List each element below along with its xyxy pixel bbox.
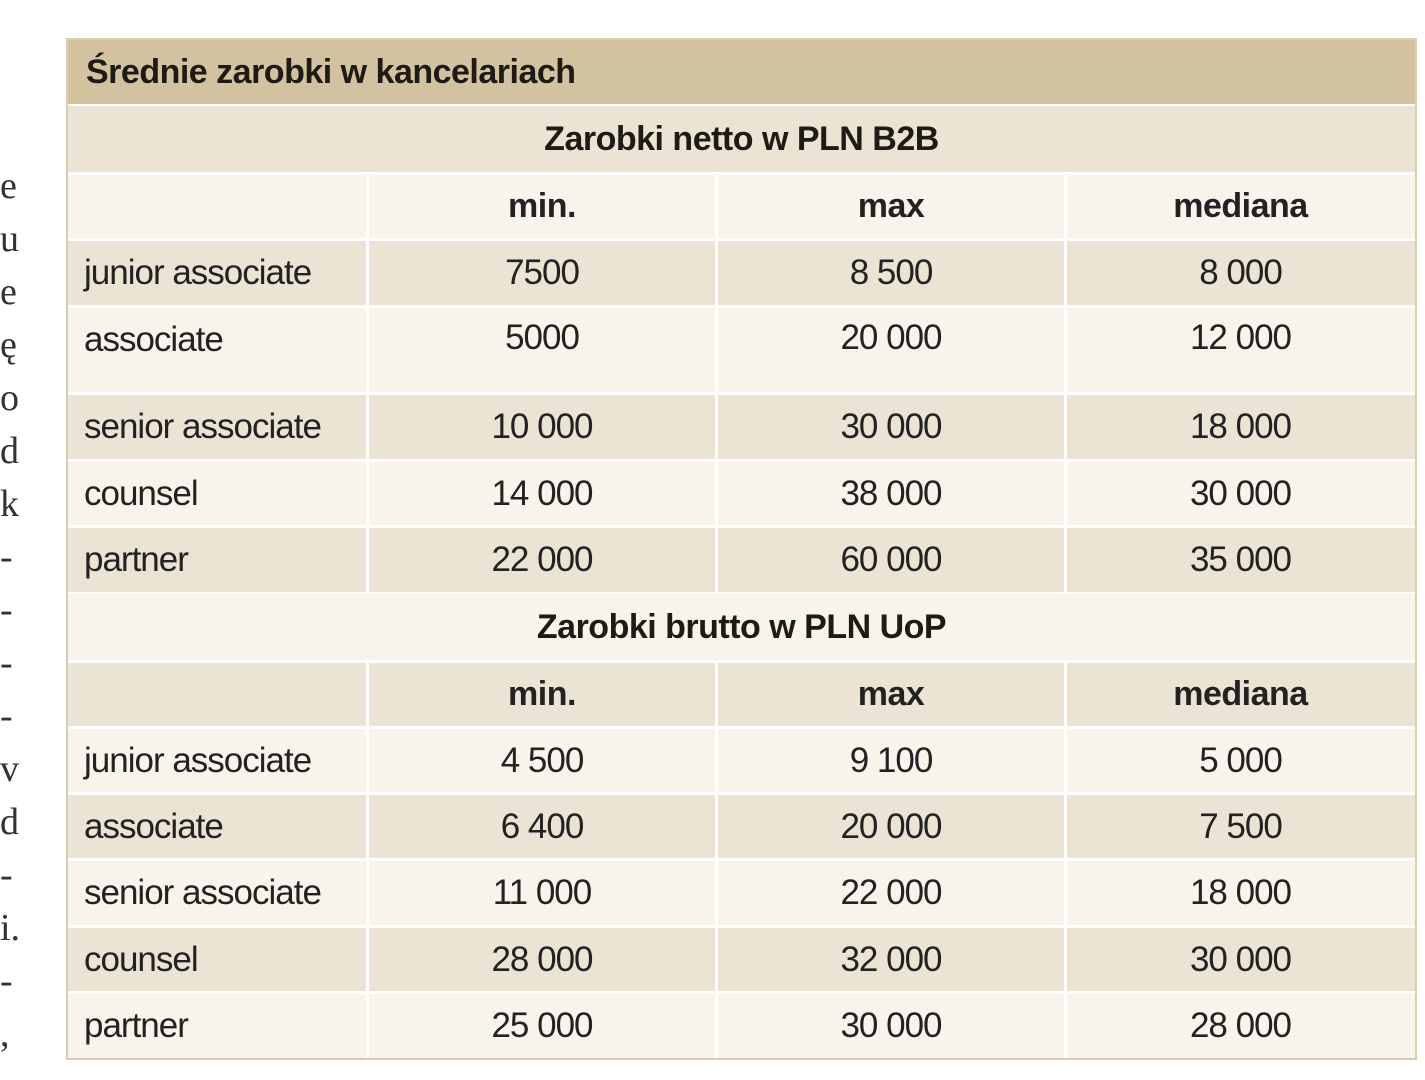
- row-label: counsel: [84, 939, 198, 979]
- table-row: [68, 525, 1415, 592]
- section-title-brutto: Zarobki brutto w PLN UoP: [68, 592, 1415, 660]
- row-label: senior associate: [84, 407, 321, 446]
- cell-median: 7 500: [1064, 795, 1414, 858]
- cell-min: 22 000: [366, 528, 715, 592]
- table-row: [68, 305, 1415, 392]
- cell-max: 32 000: [715, 928, 1064, 991]
- cell-min: 25 000: [366, 994, 715, 1058]
- cell-median: 18 000: [1064, 395, 1414, 459]
- cell-median: 18 000: [1064, 861, 1414, 925]
- table-row: [68, 792, 1415, 858]
- cell-max: 30 000: [715, 994, 1064, 1058]
- margin-fragment: e: [0, 165, 17, 207]
- cell-max: 20 000: [715, 795, 1064, 858]
- margin-fragment: d: [0, 430, 19, 472]
- cell-min: 11 000: [366, 861, 715, 925]
- cell-max: 9 100: [715, 729, 1064, 792]
- column-header-row: [68, 660, 1415, 726]
- table-row: [68, 991, 1415, 1058]
- margin-fragment: -: [0, 960, 13, 1002]
- margin-fragment: e: [0, 271, 17, 313]
- table-row: [68, 925, 1415, 991]
- margin-fragment: -: [0, 854, 13, 896]
- table-row: [68, 858, 1415, 925]
- row-label: associate: [84, 320, 223, 359]
- cell-min: 6 400: [366, 795, 715, 858]
- cell-median: 8 000: [1064, 241, 1414, 305]
- empty-header-cell: [68, 663, 366, 726]
- table-row: [68, 392, 1415, 459]
- margin-text-fragments: [0, 160, 20, 1061]
- row-label: junior associate: [84, 253, 312, 292]
- table-row: [68, 459, 1415, 525]
- cell-max: 20 000: [715, 308, 1064, 392]
- cell-max: 8 500: [715, 241, 1064, 305]
- row-label: partner: [84, 540, 188, 579]
- cell-min: 5000: [366, 308, 715, 392]
- empty-header-cell: [68, 175, 366, 238]
- margin-fragment: -: [0, 589, 13, 631]
- header-median: mediana: [1064, 663, 1414, 726]
- cell-max: 38 000: [715, 462, 1064, 525]
- cell-median: 35 000: [1064, 528, 1414, 592]
- cell-median: 12 000: [1064, 308, 1414, 392]
- margin-fragment: i.: [0, 907, 20, 949]
- margin-fragment: d: [0, 801, 19, 843]
- cell-median: 28 000: [1064, 994, 1414, 1058]
- margin-fragment: u: [0, 218, 19, 260]
- salary-table: [66, 38, 1417, 1060]
- margin-fragment: -: [0, 695, 13, 737]
- row-label: associate: [84, 806, 223, 846]
- cell-max: 60 000: [715, 528, 1064, 592]
- margin-fragment: k: [0, 483, 19, 525]
- cell-median: 5 000: [1064, 729, 1414, 792]
- header-min: min.: [366, 663, 715, 726]
- margin-fragment: ę: [0, 324, 17, 366]
- margin-fragment: -: [0, 536, 13, 578]
- cell-min: 4 500: [366, 729, 715, 792]
- margin-fragment: v: [0, 748, 19, 790]
- cell-median: 30 000: [1064, 928, 1414, 991]
- table-row: [68, 238, 1415, 305]
- header-max: max: [715, 663, 1064, 726]
- cell-min: 14 000: [366, 462, 715, 525]
- cell-min: 28 000: [366, 928, 715, 991]
- column-header-row: [68, 172, 1415, 238]
- header-median: mediana: [1064, 175, 1414, 238]
- cell-min: 7500: [366, 241, 715, 305]
- row-label: senior associate: [84, 873, 321, 912]
- table-title: Średnie zarobki w kancelariach: [68, 40, 1415, 104]
- cell-min: 10 000: [366, 395, 715, 459]
- cell-max: 30 000: [715, 395, 1064, 459]
- cell-median: 30 000: [1064, 462, 1414, 525]
- row-label: partner: [84, 1006, 188, 1045]
- margin-fragment: o: [0, 377, 19, 419]
- header-max: max: [715, 175, 1064, 238]
- margin-fragment: ,: [0, 1013, 10, 1055]
- header-min: min.: [366, 175, 715, 238]
- cell-max: 22 000: [715, 861, 1064, 925]
- row-label: counsel: [84, 473, 198, 513]
- table-row: [68, 726, 1415, 792]
- row-label: junior associate: [84, 740, 312, 780]
- margin-fragment: -: [0, 642, 13, 684]
- section-title-netto: Zarobki netto w PLN B2B: [68, 104, 1415, 172]
